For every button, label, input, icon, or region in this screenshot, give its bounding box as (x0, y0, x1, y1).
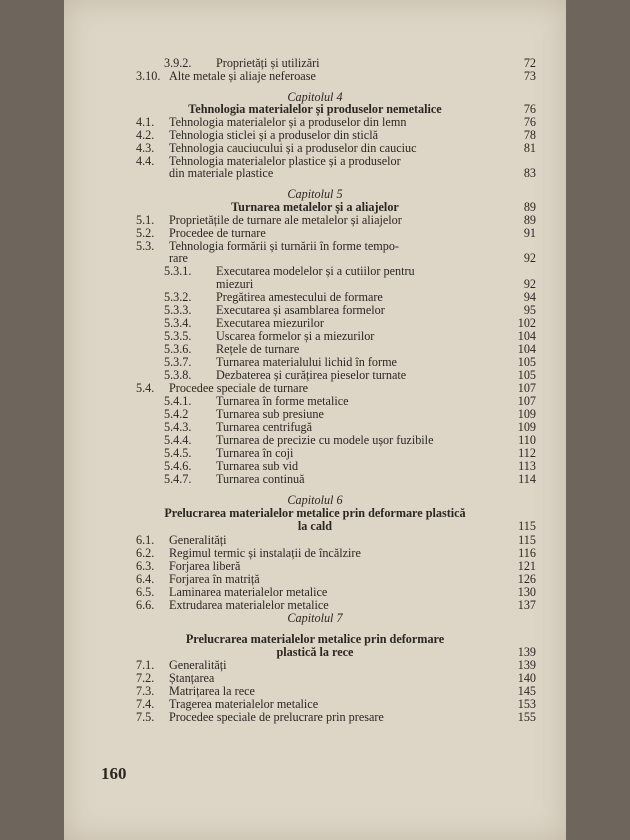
toc-entry (64, 572, 566, 586)
toc-entry (64, 671, 566, 685)
toc-entry (64, 533, 566, 547)
page-number: 160 (101, 764, 127, 783)
toc-entry (64, 407, 566, 421)
toc-entry-number: 5.3.5. (164, 329, 192, 343)
toc-entry-title: Tehnologia materialelor plastice și a produselor (169, 154, 401, 168)
book-page (64, 0, 566, 840)
toc-entry-title: Forjarea în matriță (169, 572, 260, 586)
toc-entry-number: 4.2. (136, 128, 155, 142)
toc-entry-number: 5.4.7. (164, 472, 192, 486)
toc-entry (64, 684, 566, 698)
toc-page-number: 107 (517, 394, 536, 408)
toc-entry-title: miezuri (216, 277, 254, 291)
toc-entry-title: Generalități (169, 533, 227, 547)
toc-entry-number: 5.3.7. (164, 355, 192, 369)
toc-entry-title: Procedee de turnare (169, 226, 266, 240)
toc-entry-number: 3.10. (136, 69, 161, 83)
toc-page-number: 83 (523, 166, 536, 180)
toc-entry-number: 5.3.8. (164, 368, 192, 382)
toc-entry (64, 251, 566, 265)
toc-page-number: 115 (518, 519, 536, 533)
toc-entry-title: Turnarea în coji (216, 446, 294, 460)
toc-page-number: 104 (517, 342, 536, 356)
toc-page-number: 105 (517, 368, 536, 382)
toc-chapter-heading (64, 519, 566, 533)
toc-entry (64, 213, 566, 227)
toc-chapter-heading (64, 506, 566, 520)
toc-entry (64, 710, 566, 724)
toc-chapter-label (64, 187, 566, 201)
toc-entry-number: 7.1. (136, 658, 155, 672)
toc-chapter-title: Prelucrarea materialelor metalice prin deformare plastică (164, 506, 466, 520)
toc-page-number: 92 (523, 251, 536, 265)
toc-entry (64, 342, 566, 356)
toc-entry-number: 5.4.3. (164, 420, 192, 434)
toc-entry-title: Tehnologia cauciucului și a produselor din cauciuc (169, 141, 417, 155)
toc-chapter-title: Prelucrarea materialelor metalice prin deformare (185, 632, 445, 646)
toc-page-number: 153 (517, 697, 536, 711)
toc-chapter-title: Tehnologia materialelor și produselor nemetalice (188, 102, 442, 116)
toc-entry-title: Turnarea materialului lichid în forme (216, 355, 397, 369)
toc-entry-title: Turnarea sub vid (216, 459, 299, 473)
toc-entry-title: Dezbaterea și curățirea pieselor turnate (216, 368, 407, 382)
toc-entry-title: Proprietăți și utilizări (216, 56, 320, 70)
toc-chapter-heading (64, 645, 566, 659)
toc-entry-title: Laminarea materialelor metalice (169, 585, 328, 599)
toc-chapter-label (64, 611, 566, 625)
toc-entry-title: Executarea și asamblarea formelor (216, 303, 385, 317)
toc-entry-number: 7.2. (136, 671, 155, 685)
toc-entry-number: 5.3.1. (164, 264, 192, 278)
toc-entry-title: Alte metale și aliaje neferoase (169, 69, 316, 83)
toc-page-number: 102 (517, 316, 536, 330)
toc-entry-title: Proprietățile de turnare ale metalelor și aliajelor (169, 213, 402, 227)
toc-entry-number: 7.5. (136, 710, 155, 724)
toc-entry-title: Pregătirea amestecului de formare (216, 290, 383, 304)
toc-entry-title: Tehnologia materialelor și a produselor din lemn (169, 115, 407, 129)
toc-entry (64, 226, 566, 240)
toc-entry-number: 6.1. (136, 533, 155, 547)
toc-entry-number: 5.3.4. (164, 316, 192, 330)
toc-entry-title: din materiale plastice (169, 166, 274, 180)
toc-entry (64, 329, 566, 343)
toc-chapter-title: la cald (297, 519, 333, 533)
toc-entry-title: Tragerea materialelor metalice (169, 697, 319, 711)
toc-entry (64, 368, 566, 382)
toc-page-number: 121 (517, 559, 536, 573)
toc-entry-title: Tehnologia formării și turnării în forme tempo- (169, 239, 399, 253)
toc-page-number: 92 (523, 277, 536, 291)
toc-entry-number: 4.4. (136, 154, 155, 168)
toc-page-number: 137 (517, 598, 536, 612)
toc-entry-number: 6.2. (136, 546, 155, 560)
toc-entry-number: 6.6. (136, 598, 155, 612)
toc-page-number: 105 (517, 355, 536, 369)
toc-page-number: 94 (523, 290, 536, 304)
toc-entry-number: 6.3. (136, 559, 155, 573)
toc-chapter-heading (64, 102, 566, 116)
toc-entry-title: Extrudarea materialelor metalice (169, 598, 329, 612)
toc-entry-title: Turnarea centrifugă (216, 420, 312, 434)
toc-page-number: 76 (523, 102, 536, 116)
toc-entry-title: Procedee speciale de prelucrare prin presare (169, 710, 384, 724)
toc-page-number: 109 (517, 407, 536, 421)
toc-entry-title: Executarea miezurilor (216, 316, 324, 330)
toc-page-number: 113 (518, 459, 536, 473)
toc-page-number: 114 (518, 472, 536, 486)
toc-page-number: 89 (523, 200, 536, 214)
toc-chapter-label-text: Capitolul 5 (287, 187, 343, 201)
table-of-contents (64, 0, 566, 840)
toc-entry-title: Generalități (169, 658, 227, 672)
toc-entry-title: Uscarea formelor și a miezurilor (216, 329, 375, 343)
toc-page-number: 115 (518, 533, 536, 547)
toc-entry-number: 3.9.2. (164, 56, 192, 70)
toc-entry (64, 264, 566, 278)
toc-entry (64, 433, 566, 447)
toc-entry-title: Tehnologia sticlei și a produselor din sticlă (169, 128, 378, 142)
toc-entry-number: 5.3.6. (164, 342, 192, 356)
toc-entry-title: Executarea modelelor și a cutiilor pentru (216, 264, 415, 278)
toc-entry (64, 290, 566, 304)
toc-chapter-label-text: Capitolul 6 (287, 493, 343, 507)
toc-chapter-heading (64, 632, 566, 646)
toc-entry (64, 598, 566, 612)
toc-entry-number: 5.3.2. (164, 290, 192, 304)
toc-entry-number: 5.4.4. (164, 433, 192, 447)
toc-page-number: 73 (523, 69, 536, 83)
toc-page-number: 91 (523, 226, 536, 240)
toc-entry-number: 5.4.6. (164, 459, 192, 473)
toc-entry (64, 69, 566, 83)
toc-chapter-title: plastică la rece (276, 645, 354, 659)
toc-page-number: 139 (517, 645, 536, 659)
toc-entry-title: Turnarea în forme metalice (216, 394, 349, 408)
toc-chapter-label (64, 493, 566, 507)
toc-entry (64, 303, 566, 317)
toc-entry-number: 7.3. (136, 684, 155, 698)
toc-entry-number: 6.5. (136, 585, 155, 599)
toc-entry-title: Matrițarea la rece (169, 684, 255, 698)
toc-entry-title: Regimul termic și instalații de încălzire (169, 546, 361, 560)
toc-entry (64, 277, 566, 291)
toc-chapter-heading (64, 200, 566, 214)
toc-chapter-label-text: Capitolul 4 (287, 90, 343, 104)
toc-page-number: 130 (517, 585, 536, 599)
toc-entry (64, 546, 566, 560)
toc-entry-number: 4.1. (136, 115, 155, 129)
toc-entry-title: Forjarea liberă (169, 559, 241, 573)
toc-page-number: 145 (517, 684, 536, 698)
toc-entry (64, 394, 566, 408)
toc-entry-number: 4.3. (136, 141, 155, 155)
toc-entry (64, 166, 566, 180)
toc-entry-title: Turnarea de precizie cu modele ușor fuzibile (216, 433, 434, 447)
toc-entry-title: Rețele de turnare (216, 342, 300, 356)
toc-entry (64, 381, 566, 395)
toc-page-number: 76 (523, 115, 536, 129)
toc-entry (64, 585, 566, 599)
toc-entry-title: Procedee speciale de turnare (169, 381, 309, 395)
toc-page-number: 110 (518, 433, 536, 447)
toc-entry-number: 5.2. (136, 226, 155, 240)
toc-entry (64, 115, 566, 129)
toc-page-number: 155 (517, 710, 536, 724)
toc-entry (64, 658, 566, 672)
toc-page-number: 95 (523, 303, 536, 317)
toc-entry-title: Turnarea continuă (216, 472, 305, 486)
toc-entry-title: Ștanțarea (169, 671, 215, 685)
toc-chapter-label-text: Capitolul 7 (287, 611, 343, 625)
toc-entry-title: Turnarea sub presiune (216, 407, 324, 421)
toc-page-number: 126 (517, 572, 536, 586)
toc-entry (64, 355, 566, 369)
toc-page-number: 140 (517, 671, 536, 685)
toc-entry (64, 56, 566, 70)
toc-chapter-title: Turnarea metalelor și a aliajelor (231, 200, 399, 214)
toc-page-number: 72 (523, 56, 536, 70)
toc-entry-number: 5.4. (136, 381, 155, 395)
toc-page-number: 109 (517, 420, 536, 434)
toc-entry-number: 5.1. (136, 213, 155, 227)
toc-entry-number: 5.3.3. (164, 303, 192, 317)
toc-entry-number: 7.4. (136, 697, 155, 711)
toc-entry-number: 6.4. (136, 572, 155, 586)
toc-page-number: 139 (517, 658, 536, 672)
toc-entry-number: 5.3. (136, 239, 155, 253)
toc-page-number: 107 (517, 381, 536, 395)
toc-entry-number: 5.4.2 (164, 407, 189, 421)
toc-entry-number: 5.4.1. (164, 394, 192, 408)
toc-entry (64, 559, 566, 573)
toc-page-number: 104 (517, 329, 536, 343)
toc-page-number: 89 (523, 213, 536, 227)
toc-page-number: 112 (518, 446, 536, 460)
toc-entry (64, 141, 566, 155)
toc-entry (64, 697, 566, 711)
toc-entry-number: 5.4.5. (164, 446, 192, 460)
toc-entry-title: rare (169, 251, 188, 265)
toc-page-number: 78 (523, 128, 536, 142)
toc-page-number: 116 (518, 546, 536, 560)
toc-entry (64, 128, 566, 142)
toc-entry (64, 316, 566, 330)
toc-entry (64, 420, 566, 434)
toc-entry (64, 472, 566, 486)
toc-page-number: 81 (523, 141, 536, 155)
toc-entry (64, 459, 566, 473)
toc-entry (64, 446, 566, 460)
